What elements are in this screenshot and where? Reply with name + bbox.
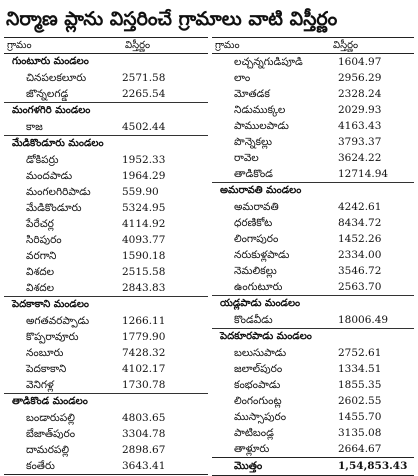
village-name: లాం <box>234 72 251 84</box>
area-value: 2328.24 <box>338 88 382 100</box>
village-name: సిరిపురం <box>26 234 62 246</box>
village-name: లింగంగుంట్ల <box>234 395 282 407</box>
section-header: పెదకాకాని మండలం <box>4 296 208 313</box>
village-name: ముస్సాపురం <box>234 411 287 423</box>
area-value: 4102.17 <box>122 363 166 375</box>
village-name: మందపాడు <box>26 170 73 182</box>
area-value: 2843.83 <box>122 282 166 294</box>
table-row <box>212 279 414 295</box>
table-row <box>4 168 208 184</box>
table-row <box>4 232 208 248</box>
table-row <box>212 70 414 86</box>
table-header <box>4 38 208 54</box>
area-value: 7428.32 <box>122 347 166 359</box>
village-name: పొన్నెకల్లు <box>234 136 273 148</box>
table-row <box>4 361 208 377</box>
table-row <box>4 119 208 135</box>
village-name: లచ్చన్నగుడిపూడి <box>234 56 303 68</box>
area-value: 3643.41 <box>122 460 166 472</box>
column-header-village: గ్రామం <box>215 40 240 51</box>
area-value: 5324.95 <box>122 202 166 214</box>
table-row <box>212 134 414 150</box>
village-name: తాళ్లూరు <box>234 443 270 455</box>
table-row <box>4 329 208 345</box>
table-row <box>212 345 414 361</box>
table-row <box>212 263 414 279</box>
village-name: వరగాని <box>26 250 57 262</box>
area-value: 2602.55 <box>338 395 382 407</box>
area-value: 4093.77 <box>122 234 166 246</box>
area-value: 1334.51 <box>338 363 382 375</box>
section-header: యడ్లపాడు మండలం <box>212 295 414 312</box>
area-value: 2029.93 <box>338 104 382 116</box>
village-name: రావెల <box>234 152 259 164</box>
area-value: 4242.61 <box>338 201 382 213</box>
village-name: జొన్నలగడ్డ <box>26 88 69 100</box>
village-name: బేజాత్‌పురం <box>26 428 76 440</box>
village-name: జలాల్‌పురం <box>234 363 283 375</box>
village-name: కొప్పరావూరు <box>26 331 79 343</box>
table-row <box>212 102 414 118</box>
table-row <box>212 118 414 134</box>
table-row <box>4 248 208 264</box>
column-header-area: విస్తీర్ణం <box>125 40 151 51</box>
table-row <box>212 199 414 215</box>
left-table <box>4 37 208 475</box>
area-value: 1455.70 <box>338 411 382 423</box>
village-name: దామరపల్లి <box>26 444 70 456</box>
village-name: విశదల <box>26 266 55 278</box>
area-value: 1452.26 <box>338 233 382 245</box>
table-row <box>4 86 208 102</box>
area-value: 1855.35 <box>338 379 382 391</box>
village-name: నరుకుళ్లపాడు <box>234 249 290 261</box>
village-name: నెమలికల్లు <box>234 265 277 277</box>
area-value: 2334.00 <box>338 249 382 261</box>
village-name: డోకిపర్రు <box>26 154 59 166</box>
table-row <box>212 215 414 231</box>
area-value: 3546.72 <box>338 265 382 277</box>
area-value: 3793.37 <box>338 136 382 148</box>
section-header: గుంటూరు మండలం <box>12 56 89 67</box>
table-row <box>212 312 414 328</box>
table-row <box>4 200 208 216</box>
table-row <box>212 150 414 166</box>
village-name: కొండవీడు <box>234 314 273 326</box>
village-name: బలుసుపాడు <box>234 347 287 359</box>
area-value: 4803.65 <box>122 412 166 424</box>
village-name: మేడికొండూరు <box>26 202 82 214</box>
table-row <box>4 410 208 426</box>
table-row <box>4 313 208 329</box>
village-name: తాడికొండ <box>234 168 273 180</box>
village-name: పెదకాకాని <box>26 363 67 375</box>
village-name: కాజ <box>26 121 43 133</box>
table-row <box>4 264 208 280</box>
area-value: 1779.90 <box>122 331 166 343</box>
area-value: 2752.61 <box>338 347 382 359</box>
table-row <box>4 152 208 168</box>
section-header: మంగళగిరి మండలం <box>4 102 208 119</box>
village-name: మోతడక <box>234 88 270 100</box>
table-row <box>212 393 414 409</box>
area-value: 3304.78 <box>122 428 166 440</box>
total-label: మొత్తం <box>234 460 263 472</box>
table-row <box>212 54 414 70</box>
table-row <box>212 377 414 393</box>
village-name: ఉంగుటూరు <box>234 281 283 293</box>
village-name: పాటిబండ్ల <box>234 427 274 439</box>
area-value: 1590.18 <box>122 250 166 262</box>
table-body <box>212 54 414 457</box>
area-value: 18006.49 <box>338 314 389 326</box>
area-value: 559.90 <box>122 186 159 198</box>
area-value: 2571.58 <box>122 72 166 84</box>
table-row <box>212 425 414 441</box>
section-header: పెదకూరపాడు మండలం <box>212 328 414 345</box>
area-value: 1266.11 <box>122 315 166 327</box>
table-row <box>212 441 414 457</box>
table-row <box>4 458 208 474</box>
area-value: 1964.29 <box>122 170 166 182</box>
area-value: 2563.70 <box>338 281 382 293</box>
village-name: పాములపాడు <box>234 120 289 132</box>
area-value: 2956.29 <box>338 72 382 84</box>
total-value: 1,54,853.43 <box>338 460 408 472</box>
table-row <box>4 345 208 361</box>
table-body <box>4 54 208 474</box>
section-header: అమరావతి మండలం <box>212 182 414 199</box>
column-header-village: గ్రామం <box>7 40 32 51</box>
table-row <box>212 409 414 425</box>
village-name: నంబూరు <box>26 347 64 359</box>
village-name: కంభంపాడు <box>234 379 281 391</box>
table-row <box>4 184 208 200</box>
area-value: 1952.33 <box>122 154 166 166</box>
table-row <box>212 247 414 263</box>
right-table <box>212 37 414 476</box>
area-value: 8434.72 <box>338 217 382 229</box>
table-row <box>212 231 414 247</box>
section-header: మేడికొండూరు మండలం <box>4 135 208 152</box>
village-name: వెనిగళ్ల <box>26 379 54 391</box>
table-row <box>4 442 208 458</box>
village-name: ధరణికోట <box>234 217 273 229</box>
village-name: విశదల <box>26 282 55 294</box>
area-value: 2664.67 <box>338 443 382 455</box>
area-value: 3135.08 <box>338 427 382 439</box>
table-row <box>212 166 414 182</box>
area-value: 12714.94 <box>338 168 389 180</box>
village-name: పేరేచర్ల <box>26 218 54 230</box>
table-row <box>4 280 208 296</box>
section-header: తాడికొండ మండలం <box>4 393 208 410</box>
area-value: 3624.22 <box>338 152 382 164</box>
village-name: అమరావతి <box>234 201 279 213</box>
village-name: నిడుముక్కల <box>234 104 286 116</box>
total-row <box>212 457 414 475</box>
area-value: 2515.58 <box>122 266 166 278</box>
area-value: 2265.54 <box>122 88 166 100</box>
table-row <box>212 86 414 102</box>
area-value: 4163.43 <box>338 120 382 132</box>
village-name: మంగలగిరిపాడు <box>26 186 91 198</box>
village-name: అగతవరప్పాడు <box>26 315 90 327</box>
village-name: బండారుపల్లి <box>26 412 75 424</box>
column-header-area: విస్తీర్ణం <box>333 40 359 51</box>
table-header <box>212 38 414 54</box>
table-row <box>4 426 208 442</box>
area-value: 1730.78 <box>122 379 166 391</box>
area-value: 4502.44 <box>122 121 166 133</box>
table-row <box>4 216 208 232</box>
table-row <box>4 70 208 86</box>
page-title: నిర్మాణ ప్లాను విస్తరించే గ్రామాలు వాటి విస్తీర్ణం <box>6 8 338 30</box>
table-row <box>212 361 414 377</box>
table-row <box>4 377 208 393</box>
village-name: కంతేరు <box>26 460 55 472</box>
area-value: 4114.92 <box>122 218 166 230</box>
area-value: 2898.67 <box>122 444 166 456</box>
village-name: చినపలకలూరు <box>26 72 87 84</box>
village-name: లింగాపురం <box>234 233 279 245</box>
area-value: 1604.97 <box>338 56 382 68</box>
